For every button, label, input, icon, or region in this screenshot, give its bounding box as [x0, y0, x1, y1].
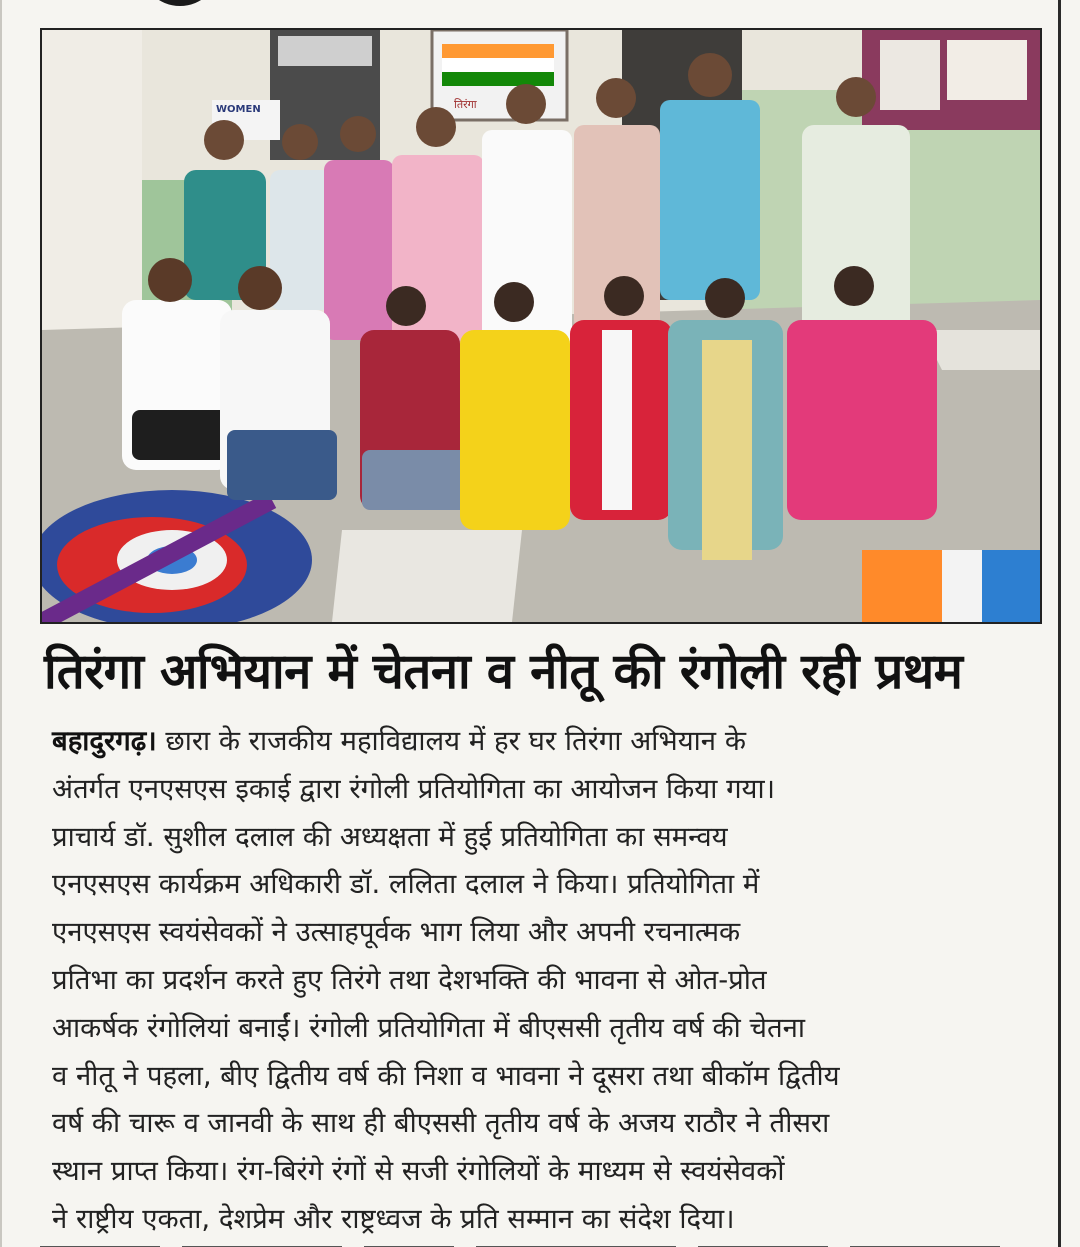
article-line-10: स्थान प्राप्त किया। रंग-बिरंगे रंगों से सजी रंगोलियों के माध्यम से स्वयंसेवकों: [52, 1155, 785, 1188]
article-line-11: ने राष्ट्रीय एकता, देशप्रेम और राष्ट्रध्वज के प्रति सम्मान का संदेश दिया।: [52, 1202, 735, 1235]
article-line-7: आकर्षक रंगोलियां बनाईं। रंगोली प्रतियोगिता में बीएससी तृतीय वर्ष की चेतना: [52, 1011, 806, 1044]
article-body: [52, 718, 1042, 1244]
article-line-8: व नीतू ने पहला, बीए द्वितीय वर्ष की निशा व भावना ने दूसरा तथा बीकॉम द्वितीय: [52, 1059, 840, 1092]
article-line-5: एनएसएस स्वयंसेवकों ने उत्साहपूर्वक भाग लिया और अपनी रचनात्मक: [52, 916, 741, 949]
page-edge: [0, 0, 2, 1247]
article-line-3: प्राचार्य डॉ. सुशील दलाल की अध्यक्षता में हुई प्रतियोगिता का समन्वय: [52, 820, 728, 853]
wall-sign: WOMEN: [216, 104, 261, 115]
article-line-4: एनएसएस कार्यक्रम अधिकारी डॉ. ललिता दलाल ने किया। प्रतियोगिता में: [52, 868, 760, 901]
dateline: बहादुरगढ़।: [52, 725, 157, 757]
previous-article-graphic: [140, 0, 220, 6]
column-rule: [1058, 0, 1061, 1247]
poster-text: तिरंगा: [454, 98, 477, 111]
news-photo: [40, 28, 1042, 624]
next-article-cutoff: [40, 1236, 1040, 1247]
article-line-2: अंतर्गत एनएसएस इकाई द्वारा रंगोली प्रतियोगिता का आयोजन किया गया।: [52, 772, 776, 805]
article-line-6: प्रतिभा का प्रदर्शन करते हुए तिरंगे तथा देशभक्ति की भावना से ओत-प्रोत: [52, 963, 767, 996]
article-line-9: वर्ष की चारू व जानवी के साथ ही बीएससी तृतीय वर्ष के अजय राठौर ने तीसरा: [52, 1107, 830, 1140]
headline: तिरंगा अभियान में चेतना व नीतू की रंगोली रही प्रथम: [44, 643, 963, 700]
article-line-1: बहादुरगढ़। छारा के राजकीय महाविद्यालय में हर घर तिरंगा अभियान के: [52, 725, 746, 757]
